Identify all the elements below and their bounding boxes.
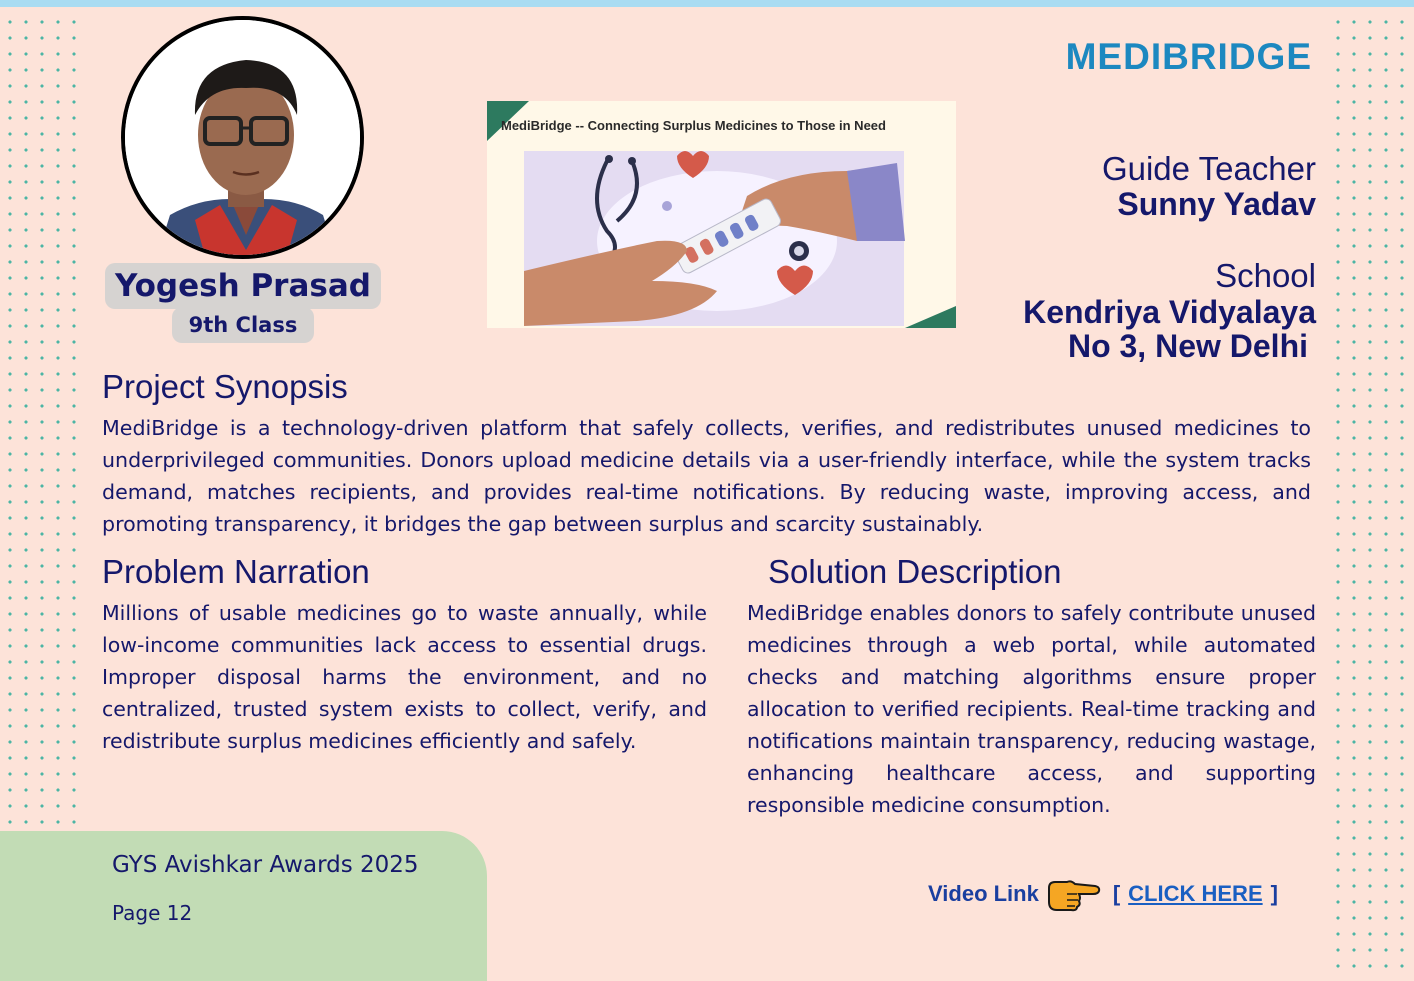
problem-heading: Problem Narration [102, 553, 370, 590]
solution-text: MediBridge enables donors to safely contribute unused medicines through a web portal, while automated checks and matching algorithms ensure proper allocation to verified recipients. Real-time tracking and notifications maintain transparency, reducing wastage, enhancing healthcare access, and supporting responsible medicine consumption. [747, 601, 1316, 817]
link-open-bracket: [ [1112, 881, 1121, 906]
project-brand-title: MEDIBRIDGE [1065, 36, 1312, 77]
student-name: Yogesh Prasad [105, 263, 381, 309]
project-banner [487, 101, 956, 328]
school-name-line2: No 3, New Delhi [1067, 328, 1308, 364]
top-accent-strip [0, 0, 1414, 7]
right-dot-pattern [1330, 14, 1410, 974]
link-close-bracket: ] [1270, 881, 1278, 906]
page-number: Page 12 [112, 901, 193, 925]
guide-teacher-label: Guide Teacher [1101, 150, 1316, 187]
synopsis-text: MediBridge is a technology-driven platform that safely collects, verifies, and redistributes unused medicines to underprivileged communities. Donors upload medicine details via a user-friendly interface, while the system tracks demand, matches recipients, and provides real-time notifications. By reducing waste, improving access, and promoting transparency, it bridges the gap between surplus and scarcity sustainably. [102, 416, 1311, 536]
video-link-label: Video Link [928, 881, 1039, 906]
problem-text: Millions of usable medicines go to waste annually, while low-income communities lack access to essential drugs. Improper disposal harms the environment, and no centralized, trusted system exists to collect, verify, and redistribute surplus medicines efficiently and safely. [102, 601, 707, 753]
student-portrait-image [125, 20, 364, 259]
video-link[interactable]: CLICK HERE [1128, 881, 1263, 906]
guide-teacher-name: Sunny Yadav [1117, 186, 1316, 222]
banner-title: MediBridge -- Connecting Surplus Medicines to Those in Need [501, 118, 886, 133]
student-photo [121, 16, 364, 259]
banner-illustration [487, 101, 956, 328]
school-block [960, 257, 1316, 365]
school-label: School [1215, 257, 1316, 294]
video-link-row [928, 874, 1313, 914]
left-dot-pattern [2, 14, 82, 974]
pointing-hand-icon [1045, 876, 1101, 912]
student-class: 9th Class [172, 307, 314, 343]
synopsis-heading: Project Synopsis [102, 368, 348, 405]
guide-teacher-block [960, 150, 1316, 223]
solution-heading: Solution Description [768, 553, 1062, 590]
school-name-line1: Kendriya Vidyalaya [1023, 294, 1316, 330]
award-name: GYS Avishkar Awards 2025 [112, 852, 419, 878]
